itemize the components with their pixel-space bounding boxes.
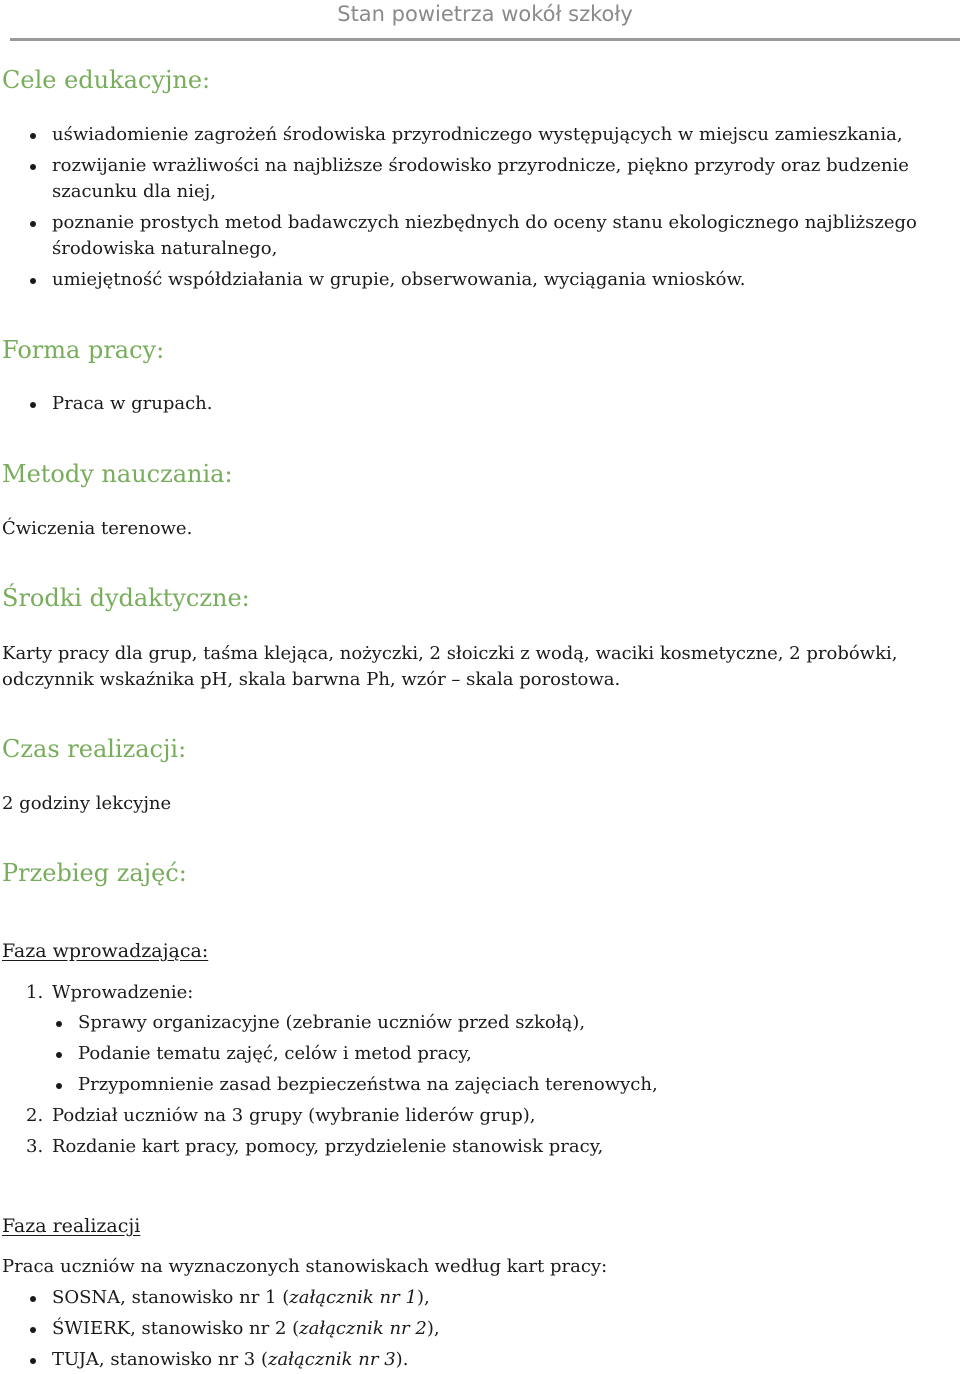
faza-wprowadzajaca-heading: Faza wprowadzająca:	[2, 940, 209, 962]
srodki-text: Karty pracy dla grup, taśma klejąca, nożyczki, 2 słoiczki z wodą, waciki kosmetyczne, 2 probówki, odczynnik wskaźnika pH, skala barwna Ph, wzór – skala porostowa.	[2, 643, 898, 690]
list-item: Praca w grupach.	[52, 391, 958, 417]
realizacja-intro: Praca uczniów na wyznaczonych stanowiskach według kart pracy:	[2, 1256, 608, 1277]
attachment-ref: załącznik nr 3	[267, 1349, 396, 1370]
step-text: Podział uczniów na 3 grupy (wybranie liderów grup),	[52, 1105, 536, 1126]
srodki-heading: Środki dydaktyczne:	[2, 584, 250, 612]
czas-text: 2 godziny lekcyjne	[2, 793, 172, 814]
attachment-ref: załącznik nr 2	[299, 1318, 427, 1339]
station-label: SOSNA, stanowisko nr 1 (	[52, 1287, 290, 1308]
list-item: Przypomnienie zasad bezpieczeństwa na zajęciach terenowych,	[78, 1072, 658, 1098]
metody-heading: Metody nauczania:	[2, 460, 233, 488]
list-item	[52, 1316, 440, 1342]
list-item: uświadomienie zagrożeń środowiska przyrodniczego występujących w miejscu zamieszkania,	[52, 122, 958, 148]
list-item: rozwijanie wrażliwości na najbliższe środowisko przyrodnicze, piękno przyrody oraz budzenie szacunku dla niej,	[52, 153, 958, 205]
list-item	[52, 1285, 430, 1311]
list-item	[52, 1347, 408, 1373]
step-number: 2.	[26, 1105, 44, 1126]
station-label: ŚWIERK, stanowisko nr 2 (	[52, 1318, 300, 1339]
step-text: Rozdanie kart pracy, pomocy, przydzielenie stanowisk pracy,	[52, 1136, 604, 1157]
station-end: ).	[395, 1349, 409, 1370]
step-number: 1.	[26, 982, 44, 1003]
metody-text: Ćwiczenia terenowe.	[2, 518, 193, 539]
list-item: Podanie tematu zajęć, celów i metod pracy,	[78, 1041, 472, 1067]
running-header: Stan powietrza wokół szkoły	[337, 2, 633, 26]
station-end: ),	[426, 1318, 440, 1339]
numbered-step	[26, 980, 194, 1006]
list-item: Sprawy organizacyjne (zebranie uczniów przed szkołą),	[78, 1010, 585, 1036]
numbered-step	[26, 1103, 536, 1129]
forma-heading: Forma pracy:	[2, 336, 165, 364]
station-end: ),	[416, 1287, 430, 1308]
step-text: Wprowadzenie:	[52, 982, 194, 1003]
list-item: umiejętność współdziałania w grupie, obserwowania, wyciągania wniosków.	[52, 267, 958, 293]
numbered-step	[26, 1134, 604, 1160]
czas-heading: Czas realizacji:	[2, 735, 187, 763]
faza-realizacji-heading: Faza realizacji	[2, 1215, 141, 1237]
cele-heading: Cele edukacyjne:	[2, 66, 211, 94]
przebieg-heading: Przebieg zajęć:	[2, 859, 187, 887]
list-item: poznanie prostych metod badawczych niezbędnych do oceny stanu ekologicznego najbliższego środowiska naturalnego,	[52, 210, 958, 262]
step-number: 3.	[26, 1136, 44, 1157]
station-label: TUJA, stanowisko nr 3 (	[52, 1349, 268, 1370]
attachment-ref: załącznik nr 1	[289, 1287, 417, 1308]
header-rule	[10, 38, 960, 41]
